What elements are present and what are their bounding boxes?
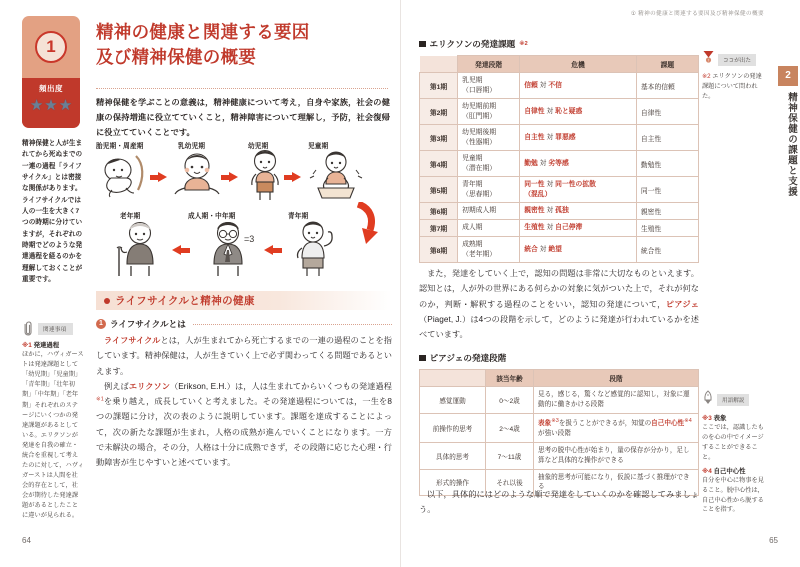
erikson-stage-no: 第3期 <box>420 125 458 151</box>
crisis-b: 絶望 <box>548 245 562 253</box>
crisis-sep: 対 <box>546 181 554 189</box>
exam-note-body <box>702 72 764 102</box>
piaget-age: 0〜2歳 <box>486 387 534 414</box>
erikson-stage-no: 第2期 <box>420 99 458 125</box>
erikson-stage-text: 乳児期 （口唇期） <box>462 77 497 94</box>
note-title-text: 発達過程 <box>33 342 60 350</box>
piaget-desc <box>534 413 699 442</box>
crisis-a: 親密性 <box>524 207 545 215</box>
glossary-marker-4: ※4 <box>702 467 712 475</box>
footnote-marker-3: ※3 <box>551 417 559 424</box>
erikson-title-text: エリクソンの発達課題 <box>429 39 516 49</box>
paragraph-2-c: を乗り越え，成長していくと考えました。その発達過程については，一生を8つの課題に分け，次の表のように説明しています。課題を達成することによって，次の新たな課題が生まれ，人格の成熟が進んでいくことになります。一方で未解決の場合，その分，人格は十分に成熟できず，その段階に応じた心理・行動障害が生じやすいと述べています。 <box>96 397 392 467</box>
star-icon: ★ <box>44 97 58 114</box>
erikson-stage <box>458 220 520 237</box>
crisis-sep: 対 <box>546 207 554 215</box>
piaget-col-blank <box>420 370 486 387</box>
badge-bottom <box>22 78 80 128</box>
footnote-marker-2: ※2 <box>519 41 528 47</box>
table-row <box>420 220 699 237</box>
erikson-table <box>419 55 699 263</box>
erikson-table-title <box>419 38 699 50</box>
table-row <box>420 413 699 442</box>
piaget-table-body <box>420 387 699 496</box>
crisis-a: 生殖性 <box>524 224 545 232</box>
erikson-crisis <box>520 237 637 263</box>
glossary-entry-title-2 <box>702 466 764 475</box>
left-margin-column <box>22 138 84 521</box>
piaget-col-age: 該当年齢 <box>486 370 534 387</box>
piaget-desc-post: が強い段階 <box>538 429 571 437</box>
piaget-name: 前操作的思考 <box>420 413 486 442</box>
subsection-heading <box>96 318 392 330</box>
piaget-name: 具体的思考 <box>420 442 486 469</box>
margin-intro-text: 精神保健と人が生まれてから死ぬまでの一連の過程「ライフサイクル」とは密接な関係があります。ライフサイクルでは人の一生を大きく7つの時期に分けていますが，それぞれの時期でどのような発達過程を経るのかを理解しておくことが重要です。 <box>22 140 83 283</box>
lifecycle-arrow-1 <box>229 172 238 182</box>
glossary-entry-body-1: ここでは，認識したものを心の中でイメージすることができること。 <box>702 424 764 461</box>
crisis-b: 罪悪感 <box>555 133 576 141</box>
toddler-figure <box>244 148 286 202</box>
erikson-stage <box>458 203 520 220</box>
crisis-sep: 対 <box>539 159 547 167</box>
lifecycle-arrow-3 <box>264 245 273 255</box>
schoolchild-figure <box>308 148 364 202</box>
erikson-stage-no: 第5期 <box>420 177 458 203</box>
crisis-sep: 対 <box>539 81 547 89</box>
right-paragraph <box>419 266 699 342</box>
erikson-task: 親密性 <box>636 203 698 220</box>
erikson-task: 勤勉性 <box>636 151 698 177</box>
piaget-name: 形式的操作 <box>420 469 486 496</box>
erikson-stage-no: 第1期 <box>420 73 458 99</box>
related-note-body: ほかに，ハヴィガーストは発達課題として「幼児期」「児童期」「青年期」「壮年初期」「中年期」「老年期」それぞれのステージにいくつかの発達課題があるとしている。エリクソンが発達を自我の確立・統合を重視して考えたのに対して，ハヴィガーストは人間を社会的存在として，社会が期待した発達課題があるとしたことに違いが見られる。 <box>22 351 84 520</box>
erikson-task: 生殖性 <box>636 220 698 237</box>
lifecycle-arrow-0 <box>158 172 167 182</box>
erikson-col-crisis: 危機 <box>520 56 637 73</box>
paragraph-1-rest: とは，人が生まれてから死亡するまでの一連の過程のことを指しています。精神保健は，人が生きていく上で必ず関わってくる問題であるといえます。 <box>96 336 392 376</box>
lifecycle-label-5: 成人期・中年期 <box>188 213 236 220</box>
table-row <box>420 125 699 151</box>
lifecycle-label-2: 幼児期 <box>248 143 269 150</box>
erikson-crisis <box>520 203 637 220</box>
subsection-number: 1 <box>96 319 106 329</box>
crisis-a: 勤勉 <box>524 159 538 167</box>
running-header: ① 精神の健康と関連する要因及び精神保健の概要 <box>630 11 764 17</box>
erikson-stage-text: 初期成人期 <box>462 207 497 215</box>
chapter-number: 1 <box>35 31 67 63</box>
lifecycle-label-6: 老年期 <box>120 213 141 220</box>
table-header-row <box>420 56 699 73</box>
section-heading-bar <box>96 291 392 310</box>
lifecycle-label-0: 胎児期・周産期 <box>96 143 144 150</box>
crisis-b: 不信 <box>548 81 562 89</box>
piaget-desc: 思考の脱中心性が始まり，量の保存が分かり，足し算など具体的な操作ができる <box>534 442 699 469</box>
paperclip-icon <box>22 321 35 336</box>
side-tab-number: 2 <box>778 66 798 86</box>
erikson-task: 統合性 <box>636 237 698 263</box>
erikson-stage-text: 児童期 （潜在期） <box>462 155 497 172</box>
side-tab-title: 精神保健の課題と支援 <box>786 92 797 197</box>
erikson-stage-text: 幼児期後期 （性器期） <box>462 129 497 146</box>
infant-figure <box>172 150 222 200</box>
piaget-desc-mid: を扱うことができるが，知覚の <box>558 419 652 427</box>
erikson-crisis <box>520 151 637 177</box>
svg-text:=3: =3 <box>244 234 255 244</box>
piaget-col-stage: 段階 <box>534 370 699 387</box>
crisis-sep: 対 <box>546 133 554 141</box>
erikson-block <box>419 38 699 263</box>
erikson-crisis <box>520 99 637 125</box>
related-note-title <box>22 340 84 349</box>
erikson-stage-no: 第8期 <box>420 237 458 263</box>
piaget-table-head <box>420 370 699 387</box>
table-row <box>420 387 699 414</box>
table-row <box>420 99 699 125</box>
badge-top <box>22 16 80 78</box>
page-number-right: 65 <box>769 536 778 545</box>
related-note <box>22 321 84 521</box>
lifecycle-arrow-stem-1 <box>221 175 230 180</box>
piaget-table-title <box>419 352 699 364</box>
lifecycle-label-4: 青年期 <box>288 213 309 220</box>
erikson-crisis <box>520 220 637 237</box>
crisis-a: 同一性 <box>524 181 545 189</box>
erikson-stage <box>458 99 520 125</box>
youth-figure <box>292 220 338 278</box>
erikson-stage-text: 成熟期 （老年期） <box>462 241 497 258</box>
erikson-stage <box>458 177 520 203</box>
exam-flag-icon <box>702 50 715 69</box>
glossary-note-tag: 用語解説 <box>717 394 749 406</box>
glossary-note-header <box>702 390 764 410</box>
table-header-row <box>420 370 699 387</box>
glossary-entry-body-2: 自分を中心に物事を見ること。脱中心性は，自己中心性から脱することを指す。 <box>702 476 764 514</box>
erikson-col-stage: 発達段階 <box>458 56 520 73</box>
erikson-stage-no: 第6期 <box>420 203 458 220</box>
crisis-b: 同一性の拡散 （混乱） <box>524 181 596 198</box>
crisis-b: 自己停滞 <box>555 224 583 232</box>
table-row <box>420 237 699 263</box>
right-paragraph-a: また，発達をしていく上で，認知の問題は非常に大切なものといえます。認知とは，人が外の世界にある何らかの対象に気がついた上で，それが何なのか，判断・解釈する過程のことをいい，認知の発達について， <box>419 269 699 309</box>
crisis-sep: 対 <box>546 224 554 232</box>
svg-text:!: ! <box>708 58 709 63</box>
crisis-a: 自律性 <box>524 107 545 115</box>
keyword-erikson: エリクソン <box>128 381 170 391</box>
erikson-stage-text: 成人期 <box>462 224 483 232</box>
piaget-name: 感覚運動 <box>420 387 486 414</box>
star-icon: ★ <box>58 97 73 114</box>
crisis-b: 劣等感 <box>548 159 569 167</box>
frequency-label: 頻出度 <box>39 84 63 93</box>
erikson-stage <box>458 237 520 263</box>
right-page <box>400 0 800 567</box>
piaget-title-text: ピアジェの発達段階 <box>429 353 507 363</box>
crisis-b: 恥と疑惑 <box>555 107 583 115</box>
table-row <box>420 442 699 469</box>
exam-note <box>702 50 764 102</box>
lifecycle-arrow-curve <box>348 202 384 248</box>
exam-note-text: エリクソンの発達課題について問われた。 <box>702 73 762 100</box>
lifecycle-label-3: 児童期 <box>308 143 329 150</box>
crisis-a: 信頼 <box>524 81 538 89</box>
erikson-stage-text: 青年期 （思春期） <box>462 181 497 198</box>
footnote-marker-4: ※4 <box>684 417 692 424</box>
subsection-title: ライフサイクルとは <box>110 319 186 329</box>
keyword-egocentrism: 自己中心性 <box>651 419 685 427</box>
piaget-desc: 見る，感じる，驚くなど感覚的に認知し，対象に運動的に働きかける段階 <box>534 387 699 414</box>
closing-paragraph <box>419 487 699 518</box>
piaget-age: 7〜11歳 <box>486 442 534 469</box>
erikson-task: 基本的信頼 <box>636 73 698 99</box>
erikson-crisis <box>520 177 637 203</box>
exam-note-marker: ※2 <box>702 73 711 80</box>
related-note-header <box>22 321 84 336</box>
erikson-stage-text: 幼児期前期 （肛門期） <box>462 103 497 120</box>
right-paragraph-block <box>419 266 699 342</box>
erikson-stage-no: 第4期 <box>420 151 458 177</box>
elder-figure <box>114 220 166 278</box>
paragraph-2-b: （Erikson, E.H.）は，人は生まれてからいくつもの発達過程 <box>170 381 392 391</box>
table-row <box>420 177 699 203</box>
keyword-lifecycle: ライフサイクル <box>104 336 161 345</box>
exam-note-tag: ココが出た <box>718 54 756 66</box>
square-bullet-icon <box>419 41 426 48</box>
erikson-stage-no: 第7期 <box>420 220 458 237</box>
pen-icon <box>702 390 714 410</box>
table-row <box>420 203 699 220</box>
title-divider <box>96 88 388 89</box>
piaget-block <box>419 352 699 496</box>
exam-note-header <box>702 50 764 69</box>
piaget-age: 2〜4歳 <box>486 413 534 442</box>
lifecycle-arrow-stem-2 <box>284 175 293 180</box>
erikson-table-body <box>420 73 699 263</box>
crisis-b: 孤独 <box>555 207 569 215</box>
lifecycle-arrow-stem-3 <box>273 248 282 253</box>
erikson-task: 同一性 <box>636 177 698 203</box>
crisis-sep: 対 <box>539 245 547 253</box>
erikson-crisis <box>520 73 637 99</box>
lifecycle-label-1: 乳幼児期 <box>178 143 206 150</box>
paragraph-2 <box>96 379 392 471</box>
erikson-stage <box>458 151 520 177</box>
bullet-dot-icon <box>104 298 110 304</box>
table-row <box>420 73 699 99</box>
erikson-task: 自主性 <box>636 125 698 151</box>
adult-figure <box>204 220 256 278</box>
erikson-stage <box>458 73 520 99</box>
lifecycle-figure <box>96 140 392 282</box>
closing-paragraph-block <box>419 487 699 518</box>
paragraph-1 <box>96 333 392 379</box>
closing-paragraph-text: 以下，具体的にはどのような順で発達をしていくのかを確認してみましょう。 <box>419 490 699 515</box>
crisis-sep: 対 <box>546 107 554 115</box>
erikson-crisis <box>520 125 637 151</box>
page-title <box>96 20 396 70</box>
lifecycle-arrow-stem-0 <box>150 175 159 180</box>
lifecycle-arrow-stem-4 <box>181 248 190 253</box>
piaget-desc: 抽象的思考が可能になり，仮説に基づく推理ができる <box>534 469 699 496</box>
erikson-stage <box>458 125 520 151</box>
crisis-a: 自主性 <box>524 133 545 141</box>
erikson-col-task: 課題 <box>636 56 698 73</box>
paragraph-2-a: 例えば <box>104 381 129 391</box>
square-bullet-icon <box>419 355 426 362</box>
crisis-a: 統合 <box>524 245 538 253</box>
lead-paragraph: 精神保健を学ぶことの意義は，精神健康について考え，自身や家族，社会の健康の保持増進に役立てていくこと，精神障害について理解し，予防，社会復帰に役立てていくことです。 <box>96 98 390 138</box>
star-rating <box>30 98 72 113</box>
glossary-term-3: 表象 <box>713 415 727 422</box>
glossary-term-4: 自己中心性 <box>713 467 746 475</box>
left-body-text <box>96 333 392 470</box>
lifecycle-arrow-4 <box>172 245 181 255</box>
right-paragraph-b: （Piaget, J.）は4つの段階を示して，どのように発達が行われているかを述べています。 <box>419 314 699 339</box>
subsection-dotted-rule <box>193 324 392 325</box>
erikson-table-head <box>420 56 699 73</box>
keyword-piaget: ピアジェ <box>665 299 700 309</box>
page-title-line2: 及び精神保健の概要 <box>96 46 257 67</box>
table-row <box>420 151 699 177</box>
star-icon: ★ <box>29 97 44 114</box>
chapter-side-tab[interactable] <box>778 66 800 197</box>
glossary-marker-3: ※3 <box>702 415 712 422</box>
lifecycle-arrow-2 <box>292 172 301 182</box>
frequency-badge <box>22 16 80 128</box>
page-number-left: 64 <box>22 536 31 545</box>
footnote-marker-1: ※1 <box>96 396 104 403</box>
related-note-tag: 関連事項 <box>38 323 73 335</box>
note-marker: ※1 <box>22 342 32 350</box>
page-title-line1: 精神の健康と関連する要因 <box>96 22 310 42</box>
glossary-note <box>702 390 764 515</box>
piaget-age: それ以後 <box>486 469 534 496</box>
glossary-entry-title-1 <box>702 413 764 422</box>
section-heading-text: ライフサイクルと精神の健康 <box>115 295 255 307</box>
erikson-col-blank <box>420 56 458 73</box>
erikson-task: 自律性 <box>636 99 698 125</box>
piaget-table <box>419 369 699 496</box>
keyword-hyosho: 表象 <box>538 419 552 427</box>
